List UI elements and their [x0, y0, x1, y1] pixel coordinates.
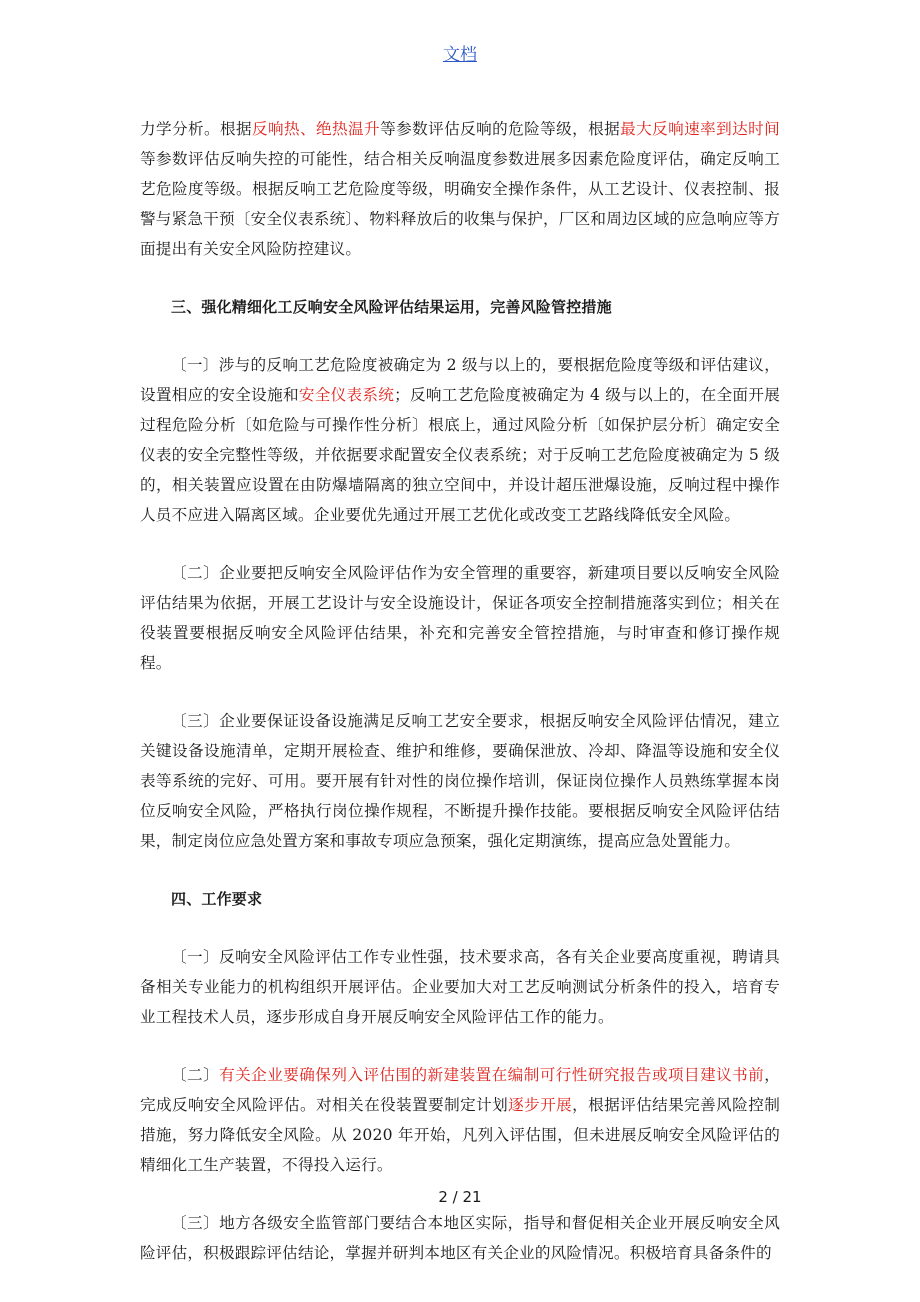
paragraph-risk-analysis: [140, 114, 780, 264]
document-body: [140, 114, 780, 1268]
paragraph-3-2: 〔二〕企业要把反响安全风险评估作为安全管理的重要容，新建项目要以反响安全风险评估结果为依据，开展工艺设计与安全设施设计，保证各项安全控制措施落实到位；相关在役装置要根据反响安全风险评估结果，补充和完善安全管控措施，与时审查和修订操作规程。: [140, 564, 780, 672]
paragraph-4-1: 〔一〕反响安全风险评估工作专业性强，技术要求高，各有关企业要高度重视，聘请具备相关专业能力的机构组织开展评估。企业要加大对工艺反响测试分析条件的投入，培育专业工程技术人员，逐步形成自身开展反响安全风险评估工作的能力。: [140, 948, 780, 1026]
highlight-new-facility-requirement: 有关企业要确保列入评估围的新建装置在编制可行性研究报告或项目建议书前: [219, 1066, 765, 1084]
section-heading-4: 四、工作要求: [171, 890, 263, 908]
page-number: 2 / 21: [438, 1188, 482, 1206]
paragraph-4-3: 〔三〕地方各级安全监管部门要结合本地区实际，指导和督促相关企业开展反响安全风险评估，积极跟踪评估结论，掌握并研判本地区有关企业的风险情况。积极培育具备条件的: [140, 1214, 780, 1262]
paragraph-3-3: 〔三〕企业要保证设备设施满足反响工艺安全要求，根据反响安全风险评估情况，建立关键设备设施清单，定期开展检查、维护和维修，要确保泄放、冷却、降温等设施和安全仪表等系统的完好、可用。要开展有针对性的岗位操作培训，保证岗位操作人员熟练掌握本岗位反响安全风险，严格执行岗位操作规程，不断提升操作技能。要根据反响安全风险评估结果，制定岗位应急处置方案和事故专项应急预案，强化定期演练，提高应急处置能力。: [140, 712, 780, 850]
header-document-link[interactable]: 文档: [443, 45, 477, 65]
text-segment: 等参数评估反响的危险等级，根据: [380, 120, 621, 138]
text-segment: ，根据评估结果完善风险控制措施，努力降低安全风险。从 2020 年开始，凡列入评估围，但未进展反响安全风险评估的精细化工生产装置，不得投入运行。: [140, 1096, 780, 1174]
highlight-gradual-rollout: 逐步开展: [508, 1096, 573, 1114]
paragraph-4-2: [140, 1060, 780, 1180]
section-heading-3: 三、强化精细化工反响安全风险评估结果运用，完善风险管控措施: [171, 298, 612, 316]
text-segment: ，完成反响安全风险评估。对相关在役装置要制定计划: [140, 1066, 780, 1114]
text-segment: ；反响工艺危险度被确定为 4 级与以上的，在全面开展过程危险分析〔如危险与可操作性分析〕根底上，通过风险分析〔如保护层分析〕确定安全仪表的安全完整性等级，并依据要求配置安全仪表系统；对于反响工艺危险度被确定为 5 级的，相关装置应设置在由防爆墙隔离的独立空间中，并设计超压泄爆设施，反响过程中操作人员不应进入隔离区域。企业要优先通过开展工艺优化或改变工艺路线降低安全风险。: [140, 386, 780, 524]
text-segment: 力学分析。根据: [140, 120, 253, 138]
highlight-reaction-heat: 反响热、绝热温升: [252, 120, 381, 138]
text-segment: 等参数评估反响失控的可能性，结合相关反响温度参数进展多因素危险度评估，确定反响工艺危险度等级。根据反响工艺危险度等级，明确安全操作条件，从工艺设计、仪表控制、报警与紧急干预〔安全仪表系统〕、物料释放后的收集与保护，厂区和周边区域的应急响应等方面提出有关安全风险防控建议。: [140, 150, 780, 258]
text-segment: 〔一〕涉与的反响工艺危险度被确定为 2 级与以上的，要根据危险度等级和评估建议，设置相应的安全设施和: [140, 356, 780, 404]
text-segment: 〔二〕: [171, 1066, 220, 1084]
highlight-safety-instrumented-system: 安全仪表系统: [298, 386, 395, 404]
paragraph-3-1: [140, 350, 780, 530]
highlight-max-reaction-rate-time: 最大反响速率到达时间: [620, 120, 780, 138]
